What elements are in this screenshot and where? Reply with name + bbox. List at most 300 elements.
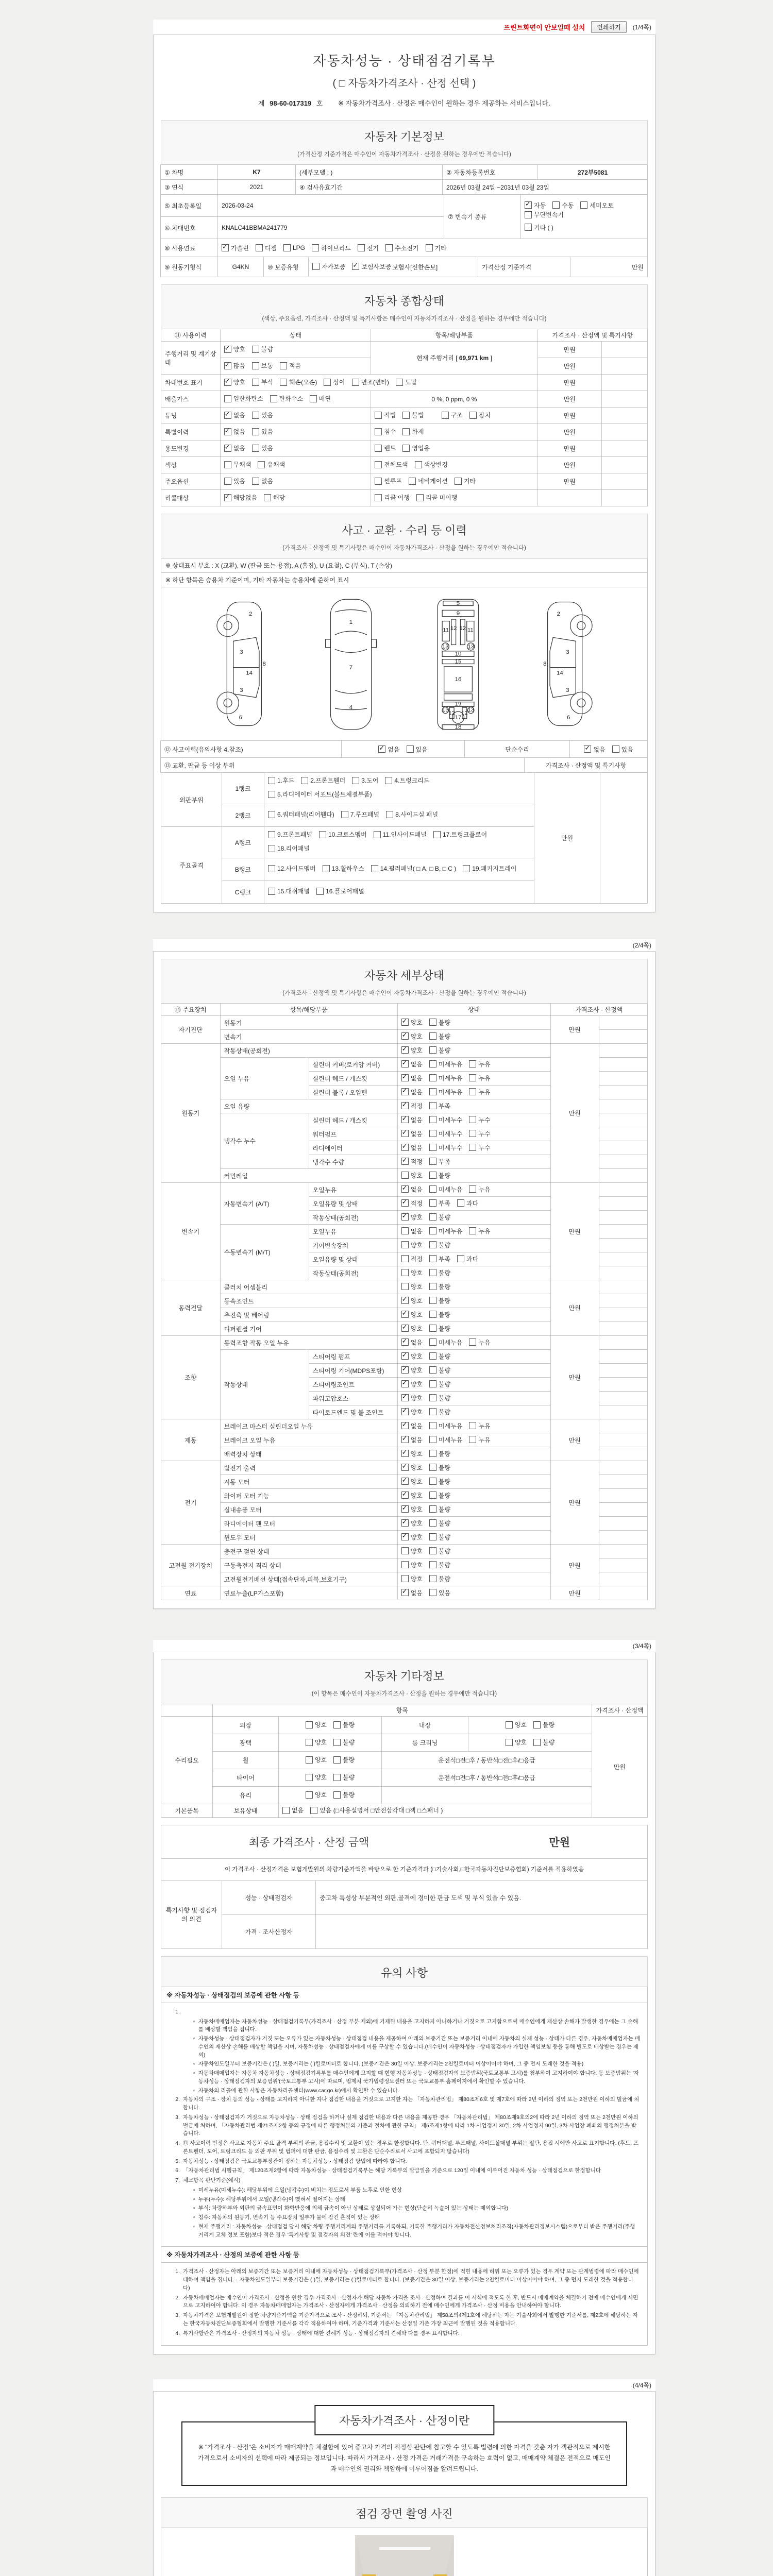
checkbox[interactable] [401,1130,409,1137]
checkbox[interactable] [429,1158,436,1165]
table-row: 오일 누유 실린더 커버(로커암 커버) ✓ 없음 미세누유 누유 [161,1058,648,1072]
checkbox[interactable] [375,428,382,435]
table-row: 타이어 양호 불량 운전석□전□후 / 동반석□전□후/□응급 [161,1769,648,1787]
option: 침수 [375,427,396,436]
checkbox[interactable] [316,888,324,895]
checkbox[interactable] [378,745,385,753]
print-button[interactable]: 인쇄하기 [591,21,626,33]
checkbox[interactable] [401,1338,409,1346]
checkbox[interactable] [310,395,317,402]
checkbox[interactable] [319,831,326,838]
checkbox[interactable] [396,379,403,386]
checkbox[interactable] [429,1575,436,1582]
checkbox[interactable] [429,1019,436,1026]
checkbox[interactable] [222,244,229,251]
checkbox[interactable] [415,461,422,468]
option: 무단변속기 [525,210,564,219]
checkbox[interactable] [429,1088,436,1095]
checkbox[interactable] [433,831,441,838]
inspection-photo-1 [345,2535,464,2576]
checkbox[interactable] [429,1213,436,1221]
checkbox[interactable] [224,478,231,485]
checkbox[interactable] [401,1505,409,1513]
checkbox[interactable] [469,1144,476,1151]
table-row: 스티어링 기어(MDPS포함) ✓ 양호 불량 [161,1364,648,1378]
panel-number: 19 [455,701,461,707]
checkbox[interactable] [429,1227,436,1234]
checkbox[interactable] [429,1074,436,1081]
checkbox[interactable] [401,1311,409,1318]
checkbox[interactable] [268,831,275,838]
option: ✓ 없음 [401,1338,423,1347]
checkbox[interactable] [469,1074,476,1081]
checkbox[interactable] [375,478,382,485]
checkbox[interactable] [252,412,259,419]
checkbox[interactable] [401,1436,409,1443]
checkbox[interactable] [525,201,532,209]
checkbox[interactable] [252,379,259,386]
option: ✓ 없음 [401,1588,423,1597]
option: 양호 [306,1720,327,1729]
checkbox[interactable] [401,1519,409,1527]
checkbox[interactable] [469,412,477,419]
car-bottom-view [419,596,497,732]
table-row: 파워고압호스 ✓ 양호 불량 [161,1392,648,1405]
checkbox[interactable] [401,1269,409,1276]
price-survey-title: 자동차가격조사 · 산정이란 [314,2405,494,2435]
checkbox[interactable] [268,811,275,818]
option: ✓ 양호 [401,1408,423,1416]
checkbox[interactable] [469,1227,476,1234]
checkbox[interactable] [429,1185,436,1193]
checkbox[interactable] [401,1422,409,1429]
checkbox[interactable] [264,494,271,501]
checkbox[interactable] [402,445,410,452]
checkbox[interactable] [401,1213,409,1221]
checkbox[interactable] [310,1807,317,1814]
option: 매연 [310,394,331,403]
checkbox[interactable] [401,1366,409,1374]
checkbox[interactable] [429,1199,436,1207]
option: 불량 [429,1505,450,1514]
checkbox[interactable] [429,1408,436,1415]
option: 미세누수 [429,1115,462,1124]
checkbox[interactable] [429,1144,436,1151]
option: 불량 [333,1720,355,1729]
checkbox[interactable] [584,745,591,753]
option: 10.크로스멤버 [319,828,367,841]
checkbox[interactable] [429,1060,436,1067]
checkbox[interactable] [533,1739,541,1746]
checkbox[interactable] [506,1739,513,1746]
table-row: 전기 발전기 출력 ✓ 양호 불량 만원 [161,1461,648,1475]
checkbox[interactable] [358,244,365,251]
checkbox[interactable] [401,1352,409,1360]
checkbox[interactable] [283,244,291,251]
basic-info-table [161,165,648,277]
checkbox[interactable] [506,1721,513,1728]
checkbox[interactable] [409,478,416,485]
checkbox[interactable] [429,1241,436,1248]
checkbox[interactable] [333,1756,341,1764]
checkbox[interactable] [429,1297,436,1304]
checkbox[interactable] [224,494,231,501]
checkbox[interactable] [270,395,277,402]
checkbox[interactable] [224,428,231,435]
checkbox[interactable] [252,428,259,435]
checkbox[interactable] [469,1060,476,1067]
option: ✓ 많음 [224,361,245,370]
checkbox[interactable] [429,1561,436,1568]
option: ✓ 가솔린 [222,244,249,252]
checkbox[interactable] [374,831,381,838]
panel-number: 13 [442,643,449,650]
field-year-value: 2021 [217,179,296,195]
report-title-block [161,41,648,113]
checkbox[interactable] [429,1116,436,1123]
checkbox[interactable] [401,1492,409,1499]
checkbox[interactable] [306,1739,313,1746]
checkbox[interactable] [429,1255,436,1262]
checkbox[interactable] [429,1130,436,1137]
checkbox[interactable] [533,1721,541,1728]
checkbox[interactable] [341,811,348,818]
option: ✓ 양호 [401,1519,423,1528]
checkbox[interactable] [429,1032,436,1040]
checkbox[interactable] [301,777,308,784]
checkbox[interactable] [407,745,414,753]
checkbox[interactable] [280,379,287,386]
option: ✓ 없음 [401,1143,423,1152]
option: 수동 [552,201,574,210]
checkbox[interactable] [401,1019,409,1026]
checkbox[interactable] [401,1144,409,1151]
checkbox[interactable] [455,478,462,485]
panel-number: 9 [456,611,460,617]
checkbox[interactable] [256,244,263,251]
checkbox[interactable] [252,346,259,353]
panel-number: 13 [467,643,474,650]
checkbox[interactable] [258,461,265,468]
option: 변조(변타) [352,378,389,386]
checkbox[interactable] [306,1774,313,1781]
panel-number: 3 [565,687,569,694]
checkbox[interactable] [429,1352,436,1360]
checkbox[interactable] [426,244,433,251]
checkbox[interactable] [402,428,410,435]
option: 불량 [533,1720,554,1729]
checkbox[interactable] [401,1283,409,1290]
checkbox[interactable] [312,263,320,270]
checkbox[interactable] [429,1533,436,1540]
checkbox[interactable] [401,1185,409,1193]
checkbox[interactable] [312,244,319,251]
final-price-unit: 만원 [549,1836,570,1849]
checkbox[interactable] [457,1255,464,1262]
table-row: 실린더 헤드 / 개스킷 ✓ 없음 미세누유 누유 [161,1072,648,1086]
checkbox[interactable] [429,1269,436,1276]
checkbox[interactable] [580,201,587,209]
checkbox[interactable] [401,1325,409,1332]
checkbox[interactable] [333,1791,341,1799]
page-3 [153,1652,656,2354]
checkbox[interactable] [375,494,382,501]
checkbox[interactable] [429,1436,436,1443]
checkbox[interactable] [268,777,275,784]
checkbox[interactable] [401,1241,409,1248]
table-row: 냉각수 수량 ✓ 적정 부족 [161,1155,648,1169]
checkbox[interactable] [371,865,378,872]
checkbox[interactable] [429,1464,436,1471]
exchange-price-header: 가격조사 · 산정액 및 특기사항 [524,757,648,773]
checkbox[interactable] [375,412,382,419]
checkbox[interactable] [401,1547,409,1554]
notice-blocks [161,1987,648,2346]
checkbox[interactable] [306,1721,313,1728]
option: 9.프론트패널 [268,828,312,841]
checkbox[interactable] [401,1450,409,1457]
panel-number: 13 [442,707,449,714]
panel-number: 11 [467,627,474,634]
table-row: 오일유량 및 상태 ✓ 적정 부족 과다 [161,1197,648,1211]
table-row: 브레이크 오일 누유 ✓ 없음 미세누유 누유 [161,1433,648,1447]
checkbox[interactable] [401,1046,409,1054]
checkbox[interactable] [333,1739,341,1746]
field-fuel-options [217,239,648,257]
option: 불량 [429,1449,450,1458]
option: 전체도색 [375,460,408,469]
option: ✓ 없음 [401,1088,423,1096]
option: 누수 [469,1143,490,1152]
checkbox[interactable] [352,263,359,270]
table-row: 고전원전기배선 상태(접속단자,피복,보호기구) 양호 불량 [161,1572,648,1586]
checkbox[interactable] [333,1774,341,1781]
checkbox[interactable] [401,1380,409,1387]
checkbox[interactable] [385,777,392,784]
checkbox[interactable] [525,224,532,231]
checkbox[interactable] [401,1394,409,1401]
checkbox[interactable] [429,1338,436,1346]
checkbox[interactable] [401,1561,409,1568]
checkbox[interactable] [401,1172,409,1179]
checkbox[interactable] [375,445,382,452]
option: ✓ 양호 [401,1463,423,1472]
checkbox[interactable] [401,1199,409,1207]
checkbox[interactable] [429,1492,436,1499]
option: 미세누유 [429,1074,462,1082]
panel-number: 4 [349,704,352,711]
page-indicator-4: (4/4쪽) [632,2382,651,2389]
checkbox[interactable] [442,412,449,419]
option: 3.도어 [352,774,378,787]
checkbox[interactable] [429,1505,436,1513]
checkbox[interactable] [401,1074,409,1081]
option: 상이 [324,378,345,386]
option: 불량 [333,1738,355,1747]
table-row: 주요골격 A랭크 9.프론트패널 10.크로스멤버 11.인사이드패널 17.트렁크플로어 18.리어패널 [161,827,648,858]
option: 누유 [469,1185,490,1194]
checkbox[interactable] [416,494,424,501]
checkbox[interactable] [429,1283,436,1290]
table-row: 주행거리 및 계기상태 ✓ 양호 불량 현재 주행거리 [ 69,971 km ] 만원 [161,342,648,358]
checkbox[interactable] [429,1366,436,1374]
checkbox[interactable] [552,201,560,209]
doc-number: 98-60-017319 [270,99,312,107]
checkbox[interactable] [375,461,382,468]
checkbox[interactable] [324,379,331,386]
checkbox[interactable] [401,1116,409,1123]
car-top-view [312,596,390,732]
checkbox[interactable] [429,1311,436,1318]
checkbox[interactable] [386,811,393,818]
option: 미세누유 [429,1060,462,1069]
option: 불량 [429,1018,450,1027]
checkbox[interactable] [401,1464,409,1471]
checkbox[interactable] [469,1185,476,1193]
table-row: 윈도우 모터 ✓ 양호 불량 [161,1531,648,1545]
accident-options-1 [341,740,465,758]
table-row: 구동축전지 격리 상태 양호 불량 [161,1558,648,1572]
inspection-photos [161,2528,648,2576]
checkbox[interactable] [401,1102,409,1109]
option: 양호 [401,1282,423,1291]
checkbox[interactable] [401,1478,409,1485]
checkbox[interactable] [457,1199,464,1207]
checkbox[interactable] [401,1408,409,1415]
checkbox[interactable] [525,211,532,218]
checkbox[interactable] [469,1436,476,1443]
panel-number: 17 [455,715,461,721]
checkbox[interactable] [323,865,330,872]
checkbox[interactable] [429,1422,436,1429]
checkbox[interactable] [280,362,287,369]
option: 1.후드 [268,774,294,787]
table-row: 배력장치 상태 ✓ 양호 불량 [161,1447,648,1461]
section-accident-history: 사고 · 교환 · 수리 등 이력 (가격조사 · 산정액 및 특기사항은 매수인이 자동차가격조사 · 산정을 원하는 경우에만 적습니다) [161,514,648,558]
checkbox[interactable] [469,1088,476,1095]
checkbox[interactable] [429,1046,436,1054]
option: 2.프론트휀더 [301,774,345,787]
option: 19.패키지트레이 [463,862,516,875]
table-row: 오일 유량 ✓ 적정 부족 [161,1099,648,1113]
option: 미세누유 [429,1338,462,1347]
option: 적음 [280,361,301,370]
checkbox[interactable] [268,845,275,852]
checkbox[interactable] [224,379,231,386]
panel-number: 8 [543,661,546,668]
option: 불량 [429,1519,450,1528]
option: 적법 [375,411,396,419]
checkbox[interactable] [401,1088,409,1095]
checkbox[interactable] [268,791,275,798]
checkbox[interactable] [401,1533,409,1540]
checkbox[interactable] [306,1756,313,1764]
option: 양호 [401,1561,423,1569]
checkbox[interactable] [385,244,393,251]
table-row: 실린더 블록 / 오일팬 ✓ 없음 미세누유 누유 [161,1086,648,1099]
checkbox[interactable] [306,1791,313,1799]
checkbox[interactable] [402,412,410,419]
checkbox[interactable] [224,346,231,353]
checkbox[interactable] [224,461,231,468]
checkbox[interactable] [469,1116,476,1123]
checkbox[interactable] [429,1102,436,1109]
checkbox[interactable] [429,1380,436,1387]
checkbox[interactable] [429,1519,436,1527]
final-price-label: 최종 가격조사 · 산정 금액 [249,1836,369,1849]
checkbox[interactable] [612,745,619,753]
checkbox[interactable] [429,1589,436,1596]
page-indicator-2: (2/4쪽) [632,942,651,949]
checkbox[interactable] [469,1130,476,1137]
option: 16.플로어패널 [316,885,364,897]
checkbox[interactable] [401,1158,409,1165]
option: ✓ 양호 [401,1477,423,1486]
checkbox[interactable] [401,1297,409,1304]
option: 누유 [469,1338,490,1347]
field-first-reg-value: 2026-03-24 [217,194,444,217]
checkbox[interactable] [401,1227,409,1234]
checkbox[interactable] [252,445,259,452]
option: 불량 [333,1790,355,1799]
checkbox[interactable] [401,1060,409,1067]
checkbox[interactable] [429,1450,436,1457]
checkbox[interactable] [429,1325,436,1332]
option: ✓ 양호 [401,1032,423,1041]
checkbox[interactable] [429,1547,436,1554]
checkbox[interactable] [352,777,359,784]
checkbox[interactable] [469,1422,476,1429]
checkbox[interactable] [252,362,259,369]
option: 양호 [306,1790,327,1799]
checkbox[interactable] [401,1255,409,1262]
checkbox[interactable] [429,1394,436,1401]
checkbox[interactable] [469,1338,476,1346]
option: 15.대쉬패널 [268,885,310,897]
checkbox[interactable] [224,445,231,452]
field-engine-type-label: ⑨ 원동기형식 [160,257,218,277]
option: 구조 [442,411,463,419]
checkbox[interactable] [224,395,231,402]
field-fuel-label: ⑧ 사용연료 [160,239,218,257]
checkbox[interactable] [224,412,231,419]
checkbox[interactable] [268,865,275,872]
option: 기타 [426,244,447,252]
checkbox[interactable] [401,1575,409,1582]
checkbox[interactable] [282,1807,290,1814]
option: 누수 [469,1115,490,1124]
option: 없음 [401,1227,423,1235]
checkbox[interactable] [252,478,259,485]
panel-number: 15 [455,658,461,665]
option: 불량 [429,1561,450,1569]
option: 불량 [429,1282,450,1291]
table-row: B랭크 12.사이드멤버 13.휠하우스 14.필러패널( □ A, □ B, □ C ) 19.패키지트레이 [161,858,648,881]
option: 도말 [396,378,417,386]
checkbox[interactable] [463,865,470,872]
checkbox[interactable] [429,1172,436,1179]
checkbox[interactable] [224,362,231,369]
checkbox[interactable] [429,1478,436,1485]
checkbox[interactable] [268,888,275,895]
checkbox[interactable] [352,379,359,386]
checkbox[interactable] [401,1589,409,1596]
checkbox[interactable] [401,1032,409,1040]
service-note: ※ 자동차가격조사 · 산정은 매수인이 원하는 경우 제공하는 서비스입니다. [338,99,550,107]
checkbox[interactable] [333,1721,341,1728]
table-row: 등속조인트 ✓ 양호 불량 [161,1294,648,1308]
table-row: 용도변경 ✓ 없음 있음 렌트 영업용 만원 [161,440,648,457]
